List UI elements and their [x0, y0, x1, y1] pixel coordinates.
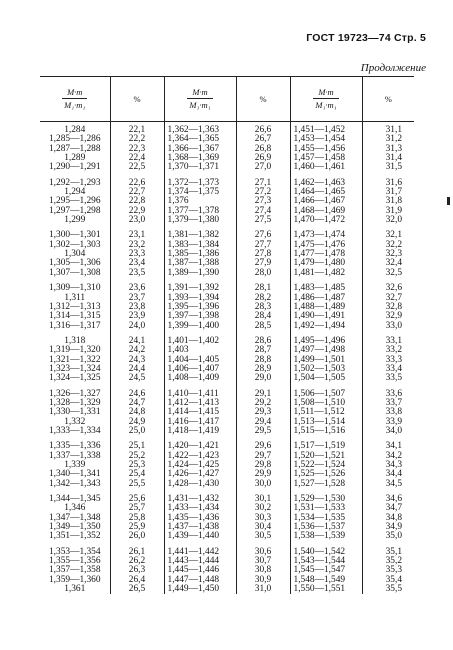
- ratio-denominator: M₁·m₁: [189, 100, 211, 111]
- ratio-value: 1,383—1,384: [167, 239, 220, 250]
- percent-value: 29,4: [254, 416, 272, 427]
- ratio-value: 1,347—1,348: [48, 512, 101, 523]
- percent-value: 32,1: [385, 230, 402, 241]
- percent-value: 30,2: [254, 503, 272, 514]
- percent-value: 33,8: [385, 407, 402, 418]
- ratio-value: 1,284: [64, 125, 86, 135]
- percent-value: 22,4: [128, 153, 146, 164]
- ratio-value: 1,473—1,474: [293, 230, 346, 241]
- percent-value: 30,9: [254, 574, 272, 585]
- ratio-value: 1,468—1,469: [293, 205, 346, 216]
- ratio-column: [290, 122, 362, 595]
- ratio-value: 1,376: [167, 196, 189, 207]
- ratio-value: 1,416—1,417: [167, 416, 220, 427]
- ratio-value: 1,323—1,324: [48, 363, 101, 374]
- ratio-value: 1,515—1,516: [293, 425, 346, 436]
- ratio-value: 1,511—1,512: [293, 407, 345, 418]
- percent-value: 23,4: [128, 258, 146, 269]
- percent-value: 26,2: [128, 556, 146, 567]
- percent-value: 32,8: [385, 301, 402, 312]
- ratio-value: 1,401—1,402: [167, 335, 220, 346]
- percent-value: 34,1: [385, 441, 402, 452]
- ratio-value: 1,342—1,343: [48, 478, 101, 489]
- percent-value: 27,2: [254, 187, 272, 198]
- ratio-value: 1,314—1,315: [48, 311, 101, 322]
- ratio-numerator: M·m: [62, 88, 87, 100]
- ratio-value: 1,477—1,478: [293, 249, 346, 260]
- ratio-value: 1,340—1,341: [48, 469, 101, 480]
- ratio-value: 1,470—1,472: [293, 215, 346, 226]
- ratio-value: 1,353—1,354: [48, 546, 101, 557]
- percent-value: 30,3: [254, 512, 272, 523]
- ratio-numerator: M·m: [313, 88, 338, 100]
- ratio-value: 1,406—1,407: [167, 363, 220, 374]
- ratio-value: 1,399—1,400: [167, 320, 220, 331]
- percent-value: 23,1: [128, 230, 146, 241]
- percent-value: 29,2: [254, 397, 272, 408]
- percent-value: 34,7: [385, 503, 402, 514]
- ratio-value: 1,481—1,482: [293, 267, 346, 278]
- ratio-value: 1,475—1,476: [293, 239, 346, 250]
- ratio-value: 1,364—1,365: [167, 134, 220, 145]
- percent-value: 22,7: [128, 187, 146, 198]
- percent-value: 24,7: [128, 397, 146, 408]
- percent-value: 28,3: [254, 301, 272, 312]
- percent-value: 25,3: [128, 460, 146, 470]
- data-table: [40, 76, 414, 594]
- percent-value: 24,5: [128, 373, 146, 384]
- percent-value: 28,2: [254, 292, 272, 303]
- percent-value: 32,2: [385, 239, 402, 250]
- percent-value: 33,1: [385, 335, 402, 346]
- percent-value: 31,7: [385, 187, 402, 198]
- ratio-value: 1,359—1,360: [48, 574, 101, 585]
- percent-value: 24,8: [128, 407, 146, 418]
- ratio-value: 1,435—1,436: [167, 512, 220, 523]
- ratio-value: 1,294: [64, 187, 86, 198]
- percent-value: 28,4: [254, 311, 272, 322]
- percent-value: 24,2: [128, 345, 146, 356]
- ratio-value: 1,517—1,519: [293, 441, 346, 452]
- percent-value: 27,7: [254, 239, 272, 250]
- ratio-value: 1,548—1,549: [293, 574, 346, 585]
- ratio-value: 1,414—1,415: [167, 407, 220, 418]
- ratio-value: 1,455—1,456: [293, 143, 346, 154]
- percent-value: 31,0: [254, 584, 272, 595]
- percent-value: 31,1: [385, 125, 402, 135]
- ratio-value: 1,304: [64, 249, 86, 260]
- ratio-value: 1,321—1,322: [48, 354, 101, 365]
- percent-value: 31,5: [385, 162, 402, 173]
- ratio-value: 1,495—1,496: [293, 335, 346, 346]
- percent-value: 30,6: [254, 546, 272, 557]
- percent-value: 34,8: [385, 512, 402, 523]
- percent-value: 22,1: [128, 125, 146, 135]
- ratio-value: 1,403: [167, 345, 189, 356]
- ratio-value: 1,328—1,329: [48, 397, 101, 408]
- ratio-value: 1,335—1,336: [48, 441, 101, 452]
- table-header-row: [40, 77, 414, 122]
- ratio-denominator: M₁·m₁: [64, 100, 86, 111]
- ratio-value: 1,339: [64, 460, 86, 470]
- percent-value: 27,8: [254, 249, 272, 260]
- ratio-value: 1,527—1,528: [293, 478, 346, 489]
- percent-value: 25,0: [128, 425, 146, 436]
- ratio-value: 1,466—1,467: [293, 196, 346, 207]
- ratio-value: 1,534—1,535: [293, 512, 346, 523]
- percent-value: 33,6: [385, 388, 402, 399]
- ratio-value: 1,464—1,465: [293, 187, 346, 198]
- percent-value: 25,1: [128, 441, 146, 452]
- ratio-column: [40, 122, 110, 595]
- ratio-value: 1,374—1,375: [167, 187, 220, 198]
- ratio-value: 1,538—1,539: [293, 531, 346, 542]
- ratio-value: 1,443—1,444: [167, 556, 220, 567]
- ratio-value: 1,497—1,498: [293, 345, 346, 356]
- ratio-header-1: [40, 77, 110, 122]
- percent-value: 26,7: [254, 134, 272, 145]
- percent-value: 30,7: [254, 556, 272, 567]
- percent-value: 32,4: [385, 258, 402, 269]
- percent-value: 22,6: [128, 177, 146, 188]
- ratio-value: 1,346: [64, 503, 86, 514]
- percent-value: 34,3: [385, 460, 402, 470]
- ratio-value: 1,408—1,409: [167, 373, 220, 384]
- percent-value: 28,5: [254, 320, 272, 331]
- ratio-value: 1,479—1,480: [293, 258, 346, 269]
- percent-value: 23,7: [128, 292, 146, 303]
- ratio-denominator: M₁·m₁: [315, 100, 337, 111]
- percent-value: 24,0: [128, 320, 146, 331]
- percent-value: 22,9: [128, 205, 146, 216]
- percent-value: 22,3: [128, 143, 146, 154]
- ratio-value: 1,287—1,288: [48, 143, 101, 154]
- percent-value: 28,1: [254, 283, 272, 294]
- ratio-numerator: M·m: [187, 88, 212, 100]
- percent-value: 31,2: [385, 134, 402, 145]
- percent-value: 23,6: [128, 283, 146, 294]
- percent-value: 32,5: [385, 267, 402, 278]
- percent-value: 30,8: [254, 565, 272, 576]
- ratio-value: 1,457—1,458: [293, 153, 346, 164]
- percent-value: 23,5: [128, 267, 146, 278]
- percent-value: 27,0: [254, 162, 272, 173]
- percent-value: 26,0: [128, 531, 146, 542]
- percent-value: 35,3: [385, 565, 402, 576]
- ratio-value: 1,387—1,388: [167, 258, 220, 269]
- ratio-value: 1,410—1,411: [167, 388, 219, 399]
- percent-value: 30,5: [254, 531, 272, 542]
- percent-value: 34,2: [385, 450, 402, 461]
- ratio-value: 1,441—1,442: [167, 546, 220, 557]
- ratio-value: 1,300—1,301: [48, 230, 101, 241]
- ratio-value: 1,397—1,398: [167, 311, 220, 322]
- ratio-value: 1,316—1,317: [48, 320, 101, 331]
- ratio-value: 1,370—1,371: [167, 162, 220, 173]
- ratio-value: 1,292—1,293: [48, 177, 101, 188]
- ratio-value: 1,439—1,440: [167, 531, 220, 542]
- ratio-value: 1,520—1,521: [293, 450, 346, 461]
- ratio-value: 1,385—1,386: [167, 249, 220, 260]
- percent-value: 28,7: [254, 345, 272, 356]
- percent-value: 33,3: [385, 354, 402, 365]
- ratio-value: 1,305—1,306: [48, 258, 101, 269]
- percent-value: 31,6: [385, 177, 402, 188]
- percent-value: 26,5: [128, 584, 146, 595]
- ratio-value: 1,290—1,291: [48, 162, 101, 173]
- ratio-header-2: [164, 77, 236, 122]
- page-header: ГОСТ 19723—74 Стр. 5: [306, 32, 426, 44]
- ratio-value: 1,404—1,405: [167, 354, 220, 365]
- percent-value: 28,9: [254, 363, 272, 374]
- percent-value: 33,9: [385, 416, 402, 427]
- ratio-value: 1,391—1,392: [167, 283, 220, 294]
- percent-value: 25,9: [128, 522, 146, 533]
- ratio-value: 1,412—1,413: [167, 397, 220, 408]
- percent-column: [110, 122, 164, 595]
- percent-value: 31,4: [385, 153, 402, 164]
- ratio-column: [164, 122, 236, 595]
- ratio-value: 1,490—1,491: [293, 311, 346, 322]
- percent-value: 30,4: [254, 522, 272, 533]
- ratio-value: 1,513—1,514: [293, 416, 346, 427]
- percent-value: 25,7: [128, 503, 146, 514]
- ratio-value: 1,508—1,510: [293, 397, 346, 408]
- ratio-value: 1,504—1,505: [293, 373, 346, 384]
- percent-value: 32,7: [385, 292, 402, 303]
- ratio-value: 1,302—1,303: [48, 239, 101, 250]
- percent-value: 33,5: [385, 373, 402, 384]
- ratio-value: 1,418—1,419: [167, 425, 220, 436]
- percent-value: 26,6: [254, 125, 272, 135]
- ratio-value: 1,362—1,363: [167, 125, 220, 135]
- ratio-value: 1,540—1,542: [293, 546, 346, 557]
- ratio-value: 1,333—1,334: [48, 425, 101, 436]
- ratio-value: 1,379—1,380: [167, 215, 220, 226]
- percent-value: 23,0: [128, 215, 146, 226]
- percent-value: 29,3: [254, 407, 272, 418]
- percent-value: 24,4: [128, 363, 146, 374]
- percent-value: 27,1: [254, 177, 272, 188]
- ratio-value: 1,324—1,325: [48, 373, 101, 384]
- ratio-value: 1,422—1,423: [167, 450, 220, 461]
- ratio-value: 1,349—1,350: [48, 522, 101, 533]
- ratio-value: 1,289: [64, 153, 86, 164]
- percent-value: 31,3: [385, 143, 402, 154]
- percent-value: 27,3: [254, 196, 272, 207]
- ratio-value: 1,462—1,463: [293, 177, 346, 188]
- percent-value: 25,5: [128, 478, 146, 489]
- percent-value: 35,1: [385, 546, 402, 557]
- percent-value: 32,3: [385, 249, 402, 260]
- ratio-value: 1,332: [64, 416, 86, 427]
- percent-value: 24,1: [128, 335, 146, 346]
- percent-value: 27,6: [254, 230, 272, 241]
- percent-value: 33,4: [385, 363, 402, 374]
- ratio-value: 1,483—1,485: [293, 283, 346, 294]
- percent-value: 34,5: [385, 478, 402, 489]
- ratio-value: 1,449—1,450: [167, 584, 220, 595]
- percent-value: 35,0: [385, 531, 402, 542]
- ratio-value: 1,377—1,378: [167, 205, 220, 216]
- percent-value: 24,9: [128, 416, 146, 427]
- ratio-value: 1,330—1,331: [48, 407, 101, 418]
- ratio-value: 1,357—1,358: [48, 565, 101, 576]
- percent-value: 24,6: [128, 388, 146, 399]
- ratio-value: 1,431—1,432: [167, 494, 220, 505]
- percent-value: 30,1: [254, 494, 272, 505]
- percent-value: 22,5: [128, 162, 146, 173]
- ratio-value: 1,488—1,489: [293, 301, 346, 312]
- percent-value: 24,3: [128, 354, 146, 365]
- ratio-value: 1,295—1,296: [48, 196, 101, 207]
- percent-value: 27,5: [254, 215, 272, 226]
- ratio-value: 1,309—1,310: [48, 283, 101, 294]
- ratio-value: 1,344—1,345: [48, 494, 101, 505]
- ratio-value: 1,486—1,487: [293, 292, 346, 303]
- percent-value: 27,4: [254, 205, 272, 216]
- ratio-value: 1,395—1,396: [167, 301, 220, 312]
- ratio-header-3: [290, 77, 362, 122]
- ratio-value: 1,319—1,320: [48, 345, 101, 356]
- percent-value: 26,8: [254, 143, 272, 154]
- percent-value: 26,3: [128, 565, 146, 576]
- ratio-value: 1,550—1,551: [293, 584, 346, 595]
- ratio-value: 1,447—1,448: [167, 574, 220, 585]
- ratio-value: 1,337—1,338: [48, 450, 101, 461]
- percent-value: 33,7: [385, 397, 402, 408]
- ratio-value: 1,460—1,461: [293, 162, 346, 173]
- ratio-value: 1,543—1,544: [293, 556, 346, 567]
- percent-value: 23,2: [128, 239, 146, 250]
- percent-value: 30,0: [254, 478, 272, 489]
- ratio-value: 1,307—1,308: [48, 267, 101, 278]
- percent-value: 22,8: [128, 196, 146, 207]
- percent-value: 29,5: [254, 425, 272, 436]
- ratio-value: 1,285—1,286: [48, 134, 101, 145]
- percent-value: 25,8: [128, 512, 146, 523]
- percent-value: 32,0: [385, 215, 402, 226]
- percent-column: [362, 122, 414, 595]
- ratio-value: 1,326—1,327: [48, 388, 101, 399]
- percent-value: 26,1: [128, 546, 146, 557]
- percent-value: 35,2: [385, 556, 402, 567]
- percent-value: 27,9: [254, 258, 272, 269]
- ratio-value: 1,502—1,503: [293, 363, 346, 374]
- percent-value: 29,7: [254, 450, 272, 461]
- ratio-value: 1,381—1,382: [167, 230, 220, 241]
- ratio-value: 1,536—1,537: [293, 522, 346, 533]
- percent-value: 25,4: [128, 469, 146, 480]
- ratio-value: 1,506—1,507: [293, 388, 346, 399]
- percent-value: 29,6: [254, 441, 272, 452]
- ratio-value: 1,311: [64, 292, 86, 303]
- ratio-value: 1,366—1,367: [167, 143, 220, 154]
- percent-value: 26,9: [254, 153, 272, 164]
- ratio-value: 1,426—1,427: [167, 469, 220, 480]
- percent-value: 33,2: [385, 345, 402, 356]
- ratio-value: 1,499—1,501: [293, 354, 346, 365]
- ratio-value: 1,433—1,434: [167, 503, 220, 514]
- percent-value: 25,2: [128, 450, 146, 461]
- ratio-value: 1,529—1,530: [293, 494, 346, 505]
- percent-value: 29,8: [254, 460, 272, 470]
- percent-column: [236, 122, 290, 595]
- percent-value: 33,0: [385, 320, 402, 331]
- ratio-value: 1,297—1,298: [48, 205, 101, 216]
- ratio-value: 1,420—1,421: [167, 441, 220, 452]
- ratio-value: 1,451—1,452: [293, 125, 346, 135]
- percent-value: 23,3: [128, 249, 146, 260]
- percent-value: 29,0: [254, 373, 272, 384]
- ratio-value: 1,299: [64, 215, 86, 226]
- percent-value: 28,6: [254, 335, 272, 346]
- ratio-value: 1,428—1,430: [167, 478, 220, 489]
- percent-value: 34,6: [385, 494, 402, 505]
- percent-value: 22,2: [128, 134, 146, 145]
- ratio-value: 1,437—1,438: [167, 522, 220, 533]
- percent-value: 34,4: [385, 469, 402, 480]
- continuation-label: Продолжение: [360, 62, 426, 74]
- percent-value: 35,5: [385, 584, 402, 595]
- ratio-value: 1,372—1,373: [167, 177, 220, 188]
- percent-value: 32,9: [385, 311, 402, 322]
- ratio-value: 1,355—1,356: [48, 556, 101, 567]
- ratio-value: 1,368—1,369: [167, 153, 220, 164]
- percent-value: 26,4: [128, 574, 146, 585]
- percent-value: 23,9: [128, 311, 146, 322]
- percent-value: 32,6: [385, 283, 402, 294]
- ratio-value: 1,522—1,524: [293, 460, 346, 470]
- percent-value: 34,9: [385, 522, 402, 533]
- percent-value: 35,4: [385, 574, 402, 585]
- percent-value: 23,8: [128, 301, 146, 312]
- ratio-value: 1,318: [64, 335, 86, 346]
- ratio-value: 1,492—1,494: [293, 320, 346, 331]
- ratio-value: 1,361: [64, 584, 86, 595]
- ratio-value: 1,525—1,526: [293, 469, 346, 480]
- table-body-row: [40, 122, 414, 595]
- ratio-value: 1,351—1,352: [48, 531, 101, 542]
- ratio-value: 1,545—1,547: [293, 565, 346, 576]
- margin-mark: [447, 197, 450, 205]
- percent-value: 28,0: [254, 267, 272, 278]
- percent-value: 29,1: [254, 388, 272, 399]
- percent-value: 34,0: [385, 425, 402, 436]
- percent-value: 29,9: [254, 469, 272, 480]
- ratio-value: 1,453—1,454: [293, 134, 346, 145]
- ratio-value: 1,312—1,313: [48, 301, 101, 312]
- ratio-value: 1,531—1,533: [293, 503, 346, 514]
- percent-value: 25,6: [128, 494, 146, 505]
- ratio-value: 1,393—1,394: [167, 292, 220, 303]
- ratio-value: 1,445—1,446: [167, 565, 220, 576]
- percent-value: 31,8: [385, 196, 402, 207]
- ratio-value: 1,424—1,425: [167, 460, 220, 470]
- percent-header-3: %: [362, 77, 414, 122]
- percent-value: 31,9: [385, 205, 402, 216]
- ratio-value: 1,389—1,390: [167, 267, 220, 278]
- percent-header-2: %: [236, 77, 290, 122]
- percent-header-1: %: [110, 77, 164, 122]
- percent-value: 28,8: [254, 354, 272, 365]
